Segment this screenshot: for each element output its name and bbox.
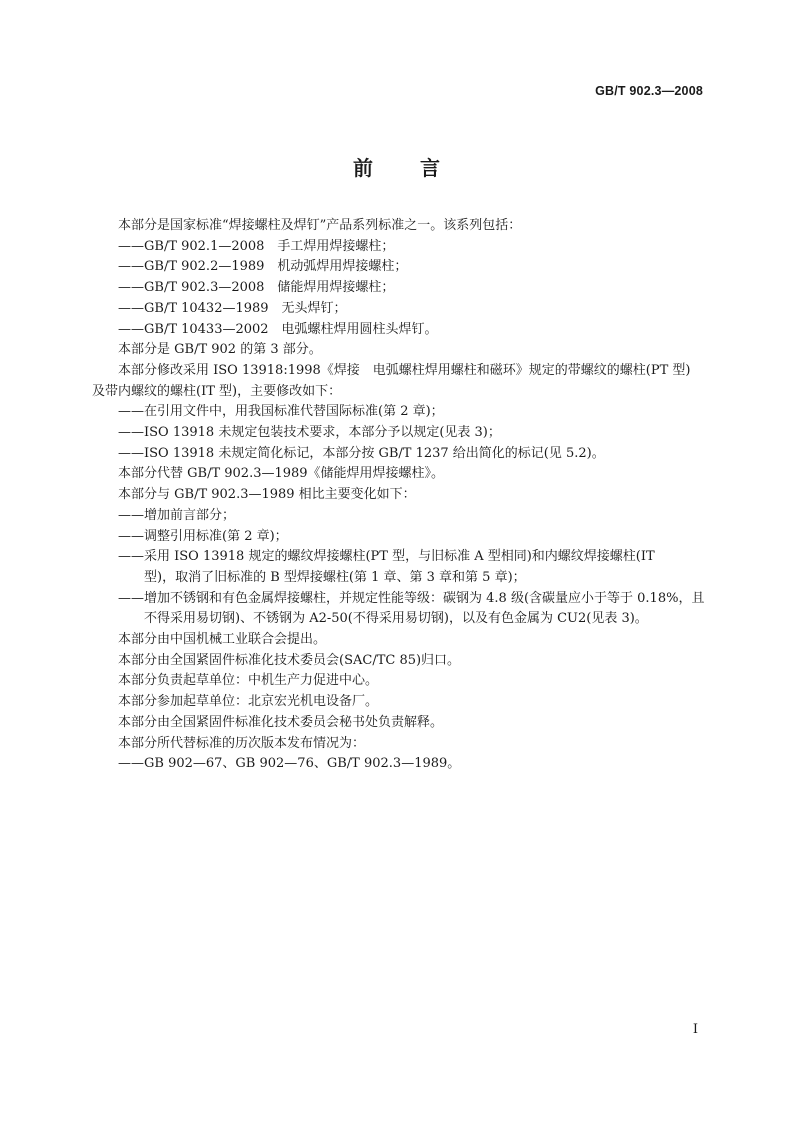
list-item: ——调整引用标准(第 2 章)； (118, 528, 288, 544)
paragraph-line: 本部分由中国机械工业联合会提出。 (118, 632, 327, 648)
list-item: ——GB/T 10433—2002 电弧螺柱焊用圆柱头焊钉。 (118, 321, 438, 337)
page-number: I (692, 1022, 698, 1037)
foreword-body (92, 216, 708, 775)
list-item: ——采用 ISO 13918 规定的螺纹焊接螺柱(PT 型，与旧标准 A 型相同)和内螺纹焊接螺柱(IT (118, 549, 655, 565)
list-item: ——在引用文件中，用我国标准代替国际标准(第 2 章)； (118, 404, 444, 420)
list-item: ——GB/T 902.2—1989 机动弧焊用焊接螺柱； (118, 259, 408, 275)
list-item: ——GB/T 902.1—2008 手工焊用焊接螺柱； (118, 238, 395, 254)
paragraph-line: 本部分是 GB/T 902 的第 3 部分。 (118, 342, 322, 358)
list-item: ——ISO 13918 未规定包装技术要求，本部分予以规定(见表 3)； (118, 425, 501, 441)
list-item: ——GB/T 10432—1989 无头焊钉； (118, 300, 347, 316)
list-item: ——GB/T 902.3—2008 储能焊用焊接螺柱； (118, 280, 395, 296)
list-item: ——GB 902—67、GB 902—76、GB/T 902.3—1989。 (118, 756, 461, 772)
paragraph-line: 本部分所代替标准的历次版本发布情况为： (118, 735, 366, 751)
list-item: ——ISO 13918 未规定简化标记，本部分按 GB/T 1237 给出简化的标记(见 5.2)。 (118, 445, 605, 461)
page-title (0, 152, 794, 181)
list-item-continuation: 型)，取消了旧标准的 B 型焊接螺柱(第 1 章、第 3 章和第 5 章)； (144, 569, 526, 585)
list-item: ——增加前言部分； (118, 507, 236, 523)
title-char-2: 言 (420, 156, 441, 180)
list-item-continuation: 不得采用易切钢)、不锈钢为 A2-50(不得采用易切钢)，以及有色金属为 CU2(见表 3)。 (144, 611, 648, 627)
title-char-1: 前 (353, 156, 374, 180)
paragraph-line: 本部分代替 GB/T 902.3—1989《储能焊用焊接螺柱》。 (118, 466, 445, 482)
paragraph-line: 本部分由全国紧固件标准化技术委员会(SAC/TC 85)归口。 (118, 652, 461, 668)
paragraph-line: 及带内螺纹的螺柱(IT 型)，主要修改如下： (92, 383, 342, 399)
paragraph-line: 本部分由全国紧固件标准化技术委员会秘书处负责解释。 (118, 714, 444, 730)
standard-code: GB/T 902.3—2008 (595, 84, 703, 98)
paragraph-line: 本部分修改采用 ISO 13918:1998《焊接 电弧螺柱焊用螺柱和磁环》规定的带螺纹的螺柱(PT 型) (118, 362, 691, 378)
paragraph-line: 本部分与 GB/T 902.3—1989 相比主要变化如下： (118, 487, 416, 503)
list-item: ——增加不锈钢和有色金属焊接螺柱，并规定性能等级：碳钢为 4.8 级(含碳量应小于等于 0.18%，且 (118, 590, 705, 606)
paragraph-line: 本部分是国家标准“焊接螺柱及焊钉”产品系列标准之一。该系列包括： (118, 218, 522, 233)
paragraph-line: 本部分参加起草单位：北京宏光机电设备厂。 (118, 694, 379, 710)
paragraph-line: 本部分负责起草单位：中机生产力促进中心。 (118, 673, 379, 689)
